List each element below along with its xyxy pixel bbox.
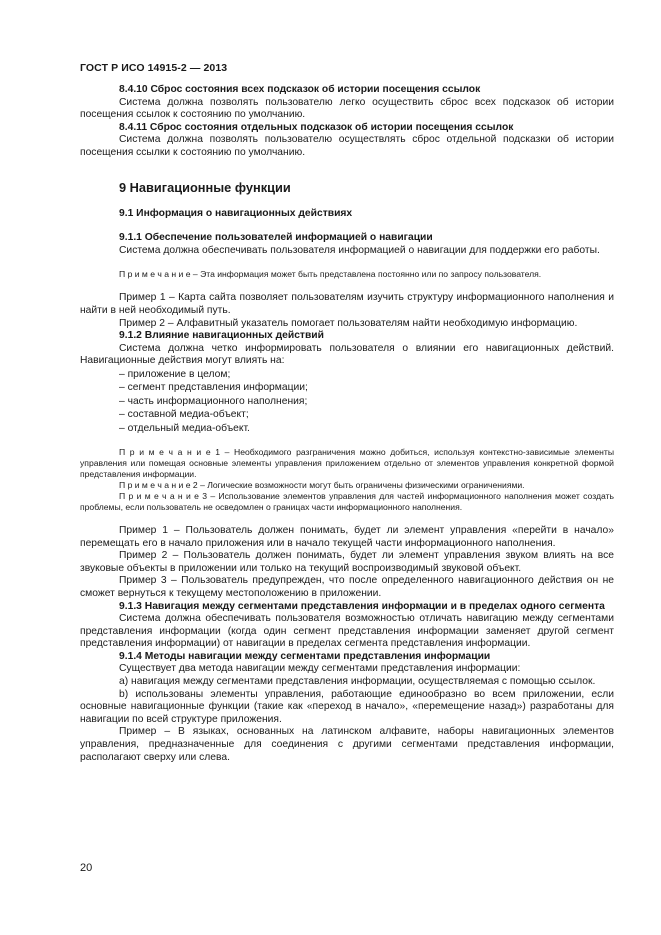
section-9-1-3-text: Система должна обеспечивать пользователя возможностью отличать навигацию между сегментами представления информации (когда один сегмент представления информации заменяет другой сегмент представления информации) от навигации в пределах сегмента представления информации. <box>80 613 614 650</box>
section-9-1-1-text: Система должна обеспечивать пользователя информацией о навигации для поддержки его работы. <box>119 244 600 256</box>
section-9-1-title: 9.1 Информация о навигационных действиях <box>119 207 353 219</box>
list-item: – часть информационного наполнения; <box>119 395 308 407</box>
note-2: П р и м е ч а н и е 2 – Логические возможности могут быть ограничены физическими ограничениями. <box>119 479 525 490</box>
example-2-index: Пример 2 – Алфавитный указатель помогает пользователям найти необходимую информацию. <box>119 317 578 329</box>
note-3: П р и м е ч а н и е 3 – Использование элементов управления для частей информационного наполнения может создать проблемы, если пользователь не осведомлен о границах части информационного наполнения. <box>80 490 614 512</box>
example-1-go-home: Пример 1 – Пользователь должен понимать, будет ли элемент управления «перейти в начало» перемещать его в начало приложения или в начало текущей части информационного наполнения. <box>80 524 614 549</box>
section-8-4-11-title: 8.4.11 Сброс состояния отдельных подсказок об истории посещения ссылок <box>119 121 514 133</box>
section-9-1-2-text: Система должна четко информировать пользователя о влиянии его навигационных действий. Навигационные действия могут влиять на: <box>80 342 614 367</box>
note-information: П р и м е ч а н и е – Эта информация может быть представлена постоянно или по запросу пользователя. <box>119 269 542 280</box>
section-8-4-10-title: 8.4.10 Сброс состояния всех подсказок об истории посещения ссылок <box>119 84 481 95</box>
page-content <box>80 84 614 764</box>
section-8-4-10-text: Система должна позволять пользователю легко осуществить сброс всех подсказок об истории посещения ссылок к состоянию по умолчанию. <box>80 96 614 121</box>
navigation-effects-list <box>80 368 614 435</box>
section-9-1-4-example: Пример – В языках, основанных на латинском алфавите, наборы навигационных элементов управления, предназначенные для соединения с другими сегментами представления информации, располагают сверху или слева. <box>80 726 614 763</box>
section-9-1-1-title: 9.1.1 Обеспечение пользователей информацией о навигации <box>119 232 433 244</box>
example-1-sitemap: Пример 1 – Карта сайта позволяет пользователям изучить структуру информационного наполнения и найти в ней необходимый путь. <box>80 292 614 316</box>
standard-header: ГОСТ Р ИСО 14915-2 — 2013 <box>80 62 228 74</box>
section-9-1-4-text: Существует два метода навигации между сегментами представления информации: <box>119 663 521 675</box>
list-item: – сегмент представления информации; <box>119 382 308 394</box>
list-item: – приложение в целом; <box>119 368 231 380</box>
section-8-4-11-text: Система должна позволять пользователю осуществлять сброс отдельной подсказки об истории посещения ссылки к состоянию по умолчанию. <box>80 134 614 158</box>
section-9-1-4-item-a: а) навигация между сегментами представления информации, осуществляемая с помощью ссылок. <box>119 676 596 688</box>
section-9-1-4-item-b: b) использованы элементы управления, работающие единообразно во всем приложении, если основные навигационные функции (такие как «переход в начало», «перемещение назад») разработаны для навигации по всей структуре приложения. <box>80 688 614 725</box>
page-number: 20 <box>80 862 93 874</box>
example-2-sound: Пример 2 – Пользователь должен понимать, будет ли элемент управления звуком влиять на все звуковые объекты в приложении или только на текущий воспроизводимый звуковой объект. <box>80 550 614 574</box>
section-9-1-3-title: 9.1.3 Навигация между сегментами представления информации и в пределах одного сегмента <box>119 600 605 612</box>
section-9-1-4-title: 9.1.4 Методы навигации между сегментами представления информации <box>119 650 491 662</box>
list-item: – отдельный медиа-объект. <box>119 422 250 434</box>
section-9-title: 9 Навигационные функции <box>119 179 291 195</box>
note-1: П р и м е ч а н и е 1 – Необходимого разграничения можно добиться, используя контекстно-зависимые элементы управления или помещая основные элементы управления приложением отдельно от элементов управления конкретной формой представления информации. <box>80 446 614 479</box>
example-3-warning: Пример 3 – Пользователь предупрежден, что после определенного навигационного действия он не сможет вернуться к текущему местоположению в приложении. <box>80 575 614 599</box>
section-9-1-2-title: 9.1.2 Влияние навигационных действий <box>119 330 324 342</box>
list-item: – составной медиа-объект; <box>119 409 249 421</box>
